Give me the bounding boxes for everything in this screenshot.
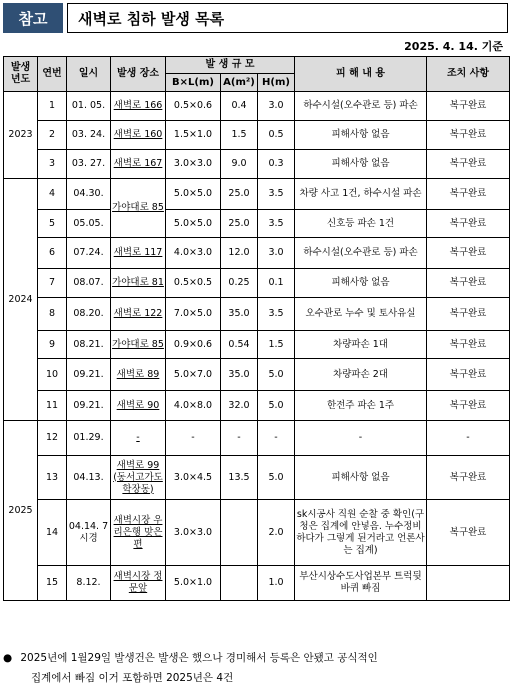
table-row: [4, 359, 510, 391]
header-year: 발생 년도: [4, 57, 38, 92]
height-cell: 3.5: [258, 210, 295, 238]
date-cell: 01.29.: [67, 421, 111, 456]
place-cell: 가야대로 81: [111, 269, 166, 298]
bl-cell: -: [166, 421, 221, 456]
header-h: H(m): [258, 74, 295, 92]
height-cell: 0.1: [258, 269, 295, 298]
place-cell: 가야대로 85: [111, 331, 166, 359]
height-cell: 3.0: [258, 92, 295, 121]
place-cell: 새벽로 90: [111, 391, 166, 421]
area-cell: -: [221, 421, 258, 456]
height-cell: 3.0: [258, 238, 295, 269]
action-cell: 복구완료: [427, 500, 510, 566]
no-cell: 9: [38, 331, 67, 359]
no-cell: 14: [38, 500, 67, 566]
table-row: [4, 500, 510, 566]
date-cell: 08.20.: [67, 298, 111, 331]
height-cell: 2.0: [258, 500, 295, 566]
bl-cell: 3.0×3.0: [166, 500, 221, 566]
table-row: [4, 421, 510, 456]
sinkhole-table: [3, 56, 510, 601]
header-a: A(m²): [221, 74, 258, 92]
document-header: [3, 3, 509, 33]
reference-date: 2025. 4. 14. 기준: [404, 40, 503, 53]
header-action: 조치 사항: [427, 57, 510, 92]
height-cell: 5.0: [258, 359, 295, 391]
bl-cell: 4.0×8.0: [166, 391, 221, 421]
area-cell: [221, 500, 258, 566]
no-cell: 5: [38, 210, 67, 238]
bl-cell: 3.0×4.5: [166, 456, 221, 500]
table-row: [4, 92, 510, 121]
footnote-line-1: 2025년에 1월29일 발생건은 발생은 했으나 경미해서 등록은 안됐고 공식적인: [20, 652, 378, 664]
reference-badge: 참고: [3, 3, 63, 33]
date-cell: 04.14. 7시경: [67, 500, 111, 566]
table-body: [4, 92, 510, 601]
bl-cell: 0.5×0.6: [166, 92, 221, 121]
no-cell: 7: [38, 269, 67, 298]
no-cell: 8: [38, 298, 67, 331]
action-cell: [427, 566, 510, 601]
table-row: [4, 391, 510, 421]
header-bl: B×L(m): [166, 74, 221, 92]
damage-cell: 하수시설(오수관로 등) 파손: [295, 238, 427, 269]
table-row: [4, 566, 510, 601]
damage-cell: 피해사항 없음: [295, 269, 427, 298]
area-cell: 12.0: [221, 238, 258, 269]
header-place: 발생 장소: [111, 57, 166, 92]
table-row: [4, 331, 510, 359]
damage-cell: sk시공사 직원 순찰 중 확인(구청은 집계에 안넣음. 누수정비하다가 그렇게 된거라고 언론사는 집계): [295, 500, 427, 566]
no-cell: 6: [38, 238, 67, 269]
no-cell: 1: [38, 92, 67, 121]
bl-cell: 5.0×1.0: [166, 566, 221, 601]
table-row: [4, 298, 510, 331]
date-cell: 08.21.: [67, 331, 111, 359]
bullet-icon: ●: [3, 652, 13, 664]
action-cell: 복구완료: [427, 238, 510, 269]
area-cell: 25.0: [221, 210, 258, 238]
table-row: [4, 269, 510, 298]
date-cell: 09.21.: [67, 359, 111, 391]
no-cell: 10: [38, 359, 67, 391]
date-cell: 05.05.: [67, 210, 111, 238]
action-cell: 복구완료: [427, 298, 510, 331]
no-cell: 12: [38, 421, 67, 456]
no-cell: 13: [38, 456, 67, 500]
action-cell: 복구완료: [427, 359, 510, 391]
bl-cell: 0.5×0.5: [166, 269, 221, 298]
place-cell: 새벽로 99 (동서고가도 학장동): [111, 456, 166, 500]
area-cell: 0.54: [221, 331, 258, 359]
no-cell: 3: [38, 150, 67, 179]
footnote: [3, 648, 509, 688]
height-cell: 5.0: [258, 456, 295, 500]
area-cell: 35.0: [221, 298, 258, 331]
place-cell: -: [111, 421, 166, 456]
action-cell: 복구완료: [427, 391, 510, 421]
damage-cell: 피해사항 없음: [295, 456, 427, 500]
date-cell: 03. 24.: [67, 121, 111, 150]
height-cell: 5.0: [258, 391, 295, 421]
year-cell: 2024: [4, 179, 38, 421]
damage-cell: 부산시상수도사업본부 트럭뒷바퀴 빠짐: [295, 566, 427, 601]
table-row: [4, 238, 510, 269]
place-cell: 새벽로 166: [111, 92, 166, 121]
no-cell: 15: [38, 566, 67, 601]
area-cell: 35.0: [221, 359, 258, 391]
header-damage: 피 해 내 용: [295, 57, 427, 92]
no-cell: 2: [38, 121, 67, 150]
bl-cell: 4.0×3.0: [166, 238, 221, 269]
damage-cell: 차량파손 2대: [295, 359, 427, 391]
table-row: [4, 456, 510, 500]
date-cell: 04.30.: [67, 179, 111, 210]
no-cell: 11: [38, 391, 67, 421]
footnote-line-2: 집계에서 빠짐 이거 포함하면 2025년은 4건: [31, 672, 234, 684]
bl-cell: 3.0×3.0: [166, 150, 221, 179]
place-cell: 새벽로 160: [111, 121, 166, 150]
bl-cell: 0.9×0.6: [166, 331, 221, 359]
year-cell: 2025: [4, 421, 38, 601]
header-no: 연번: [38, 57, 67, 92]
table-row: [4, 210, 510, 238]
bl-cell: 5.0×7.0: [166, 359, 221, 391]
place-cell: 새벽로 167: [111, 150, 166, 179]
damage-cell: 차량파손 1대: [295, 331, 427, 359]
place-cell: 새벽로 89: [111, 359, 166, 391]
date-cell: 03. 27.: [67, 150, 111, 179]
action-cell: 복구완료: [427, 92, 510, 121]
year-cell: 2023: [4, 92, 38, 179]
document-title: 새벽로 침하 발생 목록: [67, 3, 508, 33]
area-cell: 1.5: [221, 121, 258, 150]
bl-cell: 5.0×5.0: [166, 210, 221, 238]
place-cell: 새벽로 122: [111, 298, 166, 331]
no-cell: 4: [38, 179, 67, 210]
header-date: 일시: [67, 57, 111, 92]
area-cell: 0.25: [221, 269, 258, 298]
action-cell: 복구완료: [427, 121, 510, 150]
action-cell: 복구완료: [427, 456, 510, 500]
damage-cell: 피해사항 없음: [295, 150, 427, 179]
date-cell: 01. 05.: [67, 92, 111, 121]
action-cell: -: [427, 421, 510, 456]
damage-cell: -: [295, 421, 427, 456]
action-cell: 복구완료: [427, 150, 510, 179]
height-cell: 3.5: [258, 179, 295, 210]
bl-cell: 7.0×5.0: [166, 298, 221, 331]
action-cell: 복구완료: [427, 269, 510, 298]
date-cell: 04.13.: [67, 456, 111, 500]
action-cell: 복구완료: [427, 331, 510, 359]
area-cell: 32.0: [221, 391, 258, 421]
area-cell: 0.4: [221, 92, 258, 121]
height-cell: 0.5: [258, 121, 295, 150]
table-row: [4, 150, 510, 179]
height-cell: 1.0: [258, 566, 295, 601]
damage-cell: 한전주 파손 1주: [295, 391, 427, 421]
bl-cell: 5.0×5.0: [166, 179, 221, 210]
area-cell: 25.0: [221, 179, 258, 210]
area-cell: [221, 566, 258, 601]
date-cell: 07.24.: [67, 238, 111, 269]
height-cell: 0.3: [258, 150, 295, 179]
header-scale: 발 생 규 모: [166, 57, 295, 74]
place-cell: 새벽시장 정문앞: [111, 566, 166, 601]
table-row: [4, 179, 510, 210]
bl-cell: 1.5×1.0: [166, 121, 221, 150]
damage-cell: 차량 사고 1건, 하수시설 파손: [295, 179, 427, 210]
damage-cell: 피해사항 없음: [295, 121, 427, 150]
damage-cell: 신호등 파손 1건: [295, 210, 427, 238]
place-cell: 새벽시장 우리은행 맞은편: [111, 500, 166, 566]
date-cell: 8.12.: [67, 566, 111, 601]
height-cell: -: [258, 421, 295, 456]
date-cell: 08.07.: [67, 269, 111, 298]
action-cell: 복구완료: [427, 179, 510, 210]
place-cell: 새벽로 117: [111, 238, 166, 269]
damage-cell: 하수시설(오수관로 등) 파손: [295, 92, 427, 121]
table-row: [4, 121, 510, 150]
area-cell: 13.5: [221, 456, 258, 500]
date-cell: 09.21.: [67, 391, 111, 421]
damage-cell: 오수관로 누수 및 토사유실: [295, 298, 427, 331]
height-cell: 1.5: [258, 331, 295, 359]
area-cell: 9.0: [221, 150, 258, 179]
place-cell: 가야대로 85: [111, 179, 166, 238]
height-cell: 3.5: [258, 298, 295, 331]
action-cell: 복구완료: [427, 210, 510, 238]
